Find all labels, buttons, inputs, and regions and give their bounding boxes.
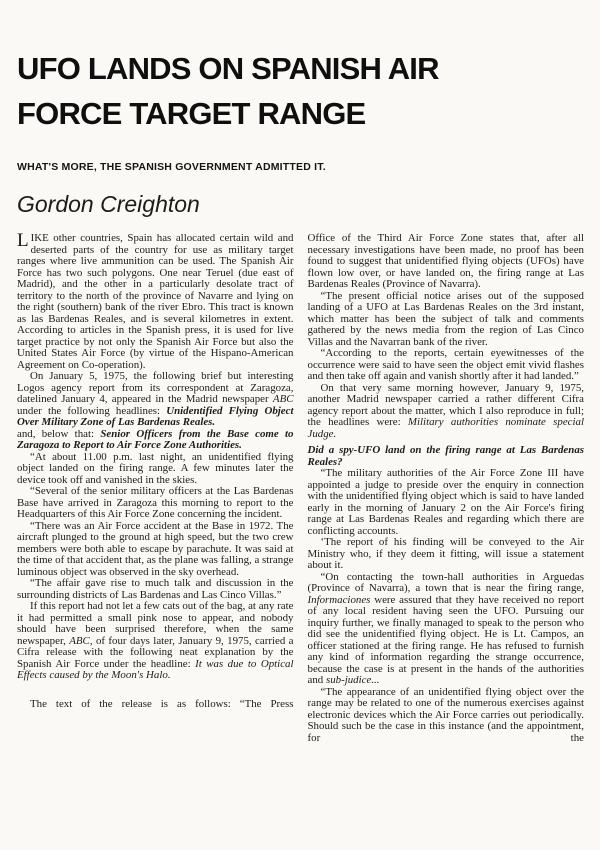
paragraph xyxy=(17,521,294,579)
body-text: On that very same morning however, January 9, 1975, another Madrid newspaper carried a rather different Cifra agency report about the matter, which I also reproduce in full; the headlines were: xyxy=(307,381,584,428)
body-text: ‘The report of his finding will be conveyed to the Air Ministry who, if they deem it fitting, will issue a statement about it. xyxy=(307,536,584,571)
body-text: On January 5, 1975, the following brief but interesting Logos agency report from its correspondent at Zaragoza, datelined January 4, appeared in the Madrid newspaper xyxy=(17,370,294,405)
emphasis-text: Military authorities nominate special Judge. xyxy=(307,416,584,440)
paragraph xyxy=(17,601,294,682)
emphasis-text: Did a spy-UFO land on the firing range at Las Bardenas Reales? xyxy=(307,444,584,468)
body-text: “Several of the senior military officers at the Las Bardenas Base have arrived in Zaragoza this morning to report to the Headquarters of this Air Force Zone concerning the incident. xyxy=(17,485,294,520)
body-text: and, below that: xyxy=(17,427,101,440)
body-text: , of four days later, January 9, 1975, carried a Cifra release with the following neat explanation by the Spanish Air Force under the headline: xyxy=(17,634,294,670)
article-title: UFO LANDS ON SPANISH AIR FORCE TARGET RANGE xyxy=(17,51,439,131)
article-body xyxy=(17,230,584,744)
paragraph xyxy=(17,486,294,521)
drop-cap: L xyxy=(17,230,29,251)
paragraph xyxy=(308,468,585,537)
paragraph xyxy=(17,452,294,487)
body-text: “At about 11.00 p.m. last night, an unidentified flying object landed on the firing range. A few minutes later the device took off and vanished in the skies. xyxy=(17,450,294,486)
body-text: IKE other countries, Spain has allocated certain wild and deserted parts of the country for use as military target ranges where live ammunition can be used. The Spanish Air Force has two such polygons. One near Teruel (due east of Madrid), and the other in a particularly desolate tract of territory to the north of the province of Navarre and lying on the right (southern) bank of the river Ebro. This tract is known as las Bardenas Reales, and is several kilometres in extent. According to articles in the Spanish press, it is used for live target practice by not only the Spanish Air Force but also the United States Air Force (by virtue of the Hispano-American Agreement on Co-operation). xyxy=(17,232,294,371)
paragraph xyxy=(308,537,585,572)
body-text: If this report had not let a few cats out of the bag, at any rate it had permitted a small pink nose to appear, and nobody should have been surprised therefore, when the same newspaper, xyxy=(17,600,294,647)
emphasis-text: Informaciones xyxy=(307,593,371,606)
body-text: “The appearance of an unidentified flying object over the range may be related to one of the numerous exercises against electronic devices which the Air Force carries out periodically. Should such be the case in this instance (and the appointment, for the xyxy=(307,685,584,744)
body-text: “There was an Air Force accident at the Base in 1972. The aircraft plunged to the ground at high speed, but the two crew members were both able to escape by parachute. It was said at the time of that accident that, as the plane was falling, a strange luminous object was observed in the sky overhead. xyxy=(17,519,294,578)
right-column xyxy=(308,233,585,744)
paragraph xyxy=(17,371,294,429)
body-text: “The present official notice arises out of the supposed landing of a UFO at Las Bardenas Reales on the 3rd instant, which matter has been the subject of talk and comments gathered by the news media from the region of Las Cinco Villas and the Navarran bank of the river. xyxy=(307,289,584,348)
body-text: “According to the reports, certain eyewitnesses of the occurrence were said to have seen the object emit vivid flashes and then take off again and vanish shortly after it had landed.” xyxy=(307,347,584,382)
paragraph xyxy=(308,383,585,441)
paragraph xyxy=(17,578,294,601)
body-text: “On contacting the town-hall authorities in Arguedas (Province of Navarra), a town that is near the firing range, xyxy=(307,570,584,594)
emphasis-text: ABC xyxy=(69,634,90,647)
body-text: “The military authorities of the Air Force Zone III have appointed a judge to preside over the enquiry in connection with the unidentified flying object which is said to have landed early in the morning of January 2 on the Air Force's firing range at Las Bardenas Reales and regarding which there are conflicting accounts. xyxy=(307,467,584,537)
article-subtitle: WHAT'S MORE, THE SPANISH GOVERNMENT ADMITTED IT. xyxy=(17,161,326,173)
body-text: The text of the release is as follows: “The Press xyxy=(30,697,294,710)
paragraph xyxy=(308,348,585,383)
emphasis-text: sub-judice... xyxy=(325,674,380,686)
paragraph xyxy=(308,687,585,745)
emphasis-text: It was due to Optical Effects caused by the Moon's Halo. xyxy=(17,657,294,681)
paragraph xyxy=(308,291,585,349)
article-author-byline: Gordon Creighton xyxy=(17,191,200,217)
paragraph xyxy=(17,230,294,371)
paragraph xyxy=(308,445,585,468)
paragraph xyxy=(308,572,585,687)
emphasis-text: ABC xyxy=(272,393,294,405)
body-text: Office of the Third Air Force Zone states that, after all necessary investigations have been made, no proof has been found to suggest that unidentified flying objects (UFOs) have flown low over, or have landed on, the firing range at Las Bardenas Reales (Province of Navarra). xyxy=(307,232,584,290)
body-text: were assured that they have received no report of any local resident having seen the UFO. Pursuing our inquiry further, we finally managed to speak to the person who did see the unidentified flying object. He is Lt. Campos, an officer stationed at the firing range. He has refused to furnish any kind of information regarding the strange occurrence, because the case is at present in the hands of the authorities and xyxy=(307,593,584,686)
emphasis-text: Senior Officers from the Base come to Zaragoza to Report to Air Force Zone Authorities. xyxy=(17,427,294,451)
body-text: under the following headlines: xyxy=(17,404,167,417)
paragraph xyxy=(308,233,585,291)
body-text: “The affair gave rise to much talk and discussion in the surrounding districts of Las Bardenas and Las Cinco Villas.” xyxy=(17,577,294,601)
left-column xyxy=(17,230,294,744)
paragraph xyxy=(17,699,294,711)
emphasis-text: Unidentified Flying Object Over Military Zone of Las Bardenas Reales. xyxy=(17,404,294,428)
paragraph xyxy=(17,429,294,452)
